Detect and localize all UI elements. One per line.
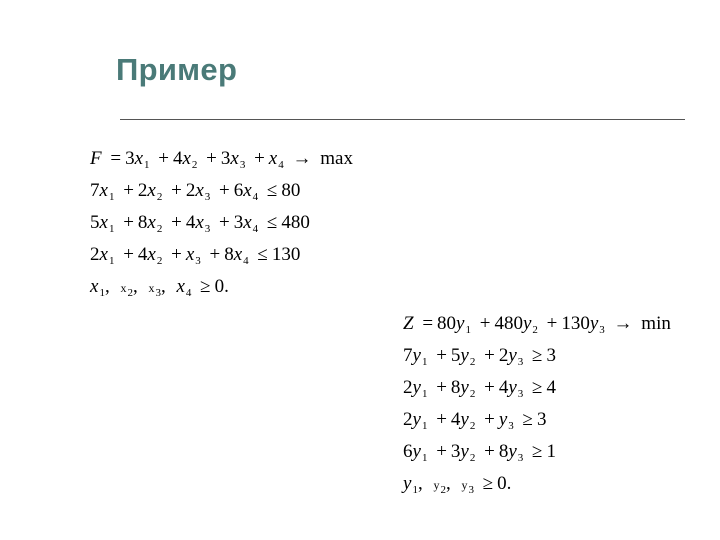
objective-goal: min bbox=[641, 313, 671, 334]
slide-title: Пример bbox=[116, 52, 238, 87]
equals-sign: = bbox=[422, 313, 434, 334]
primal-constraint: $7x_1 + 2x_2 + 2x_3 + 6x_4 \le 80$ bbox=[90, 180, 301, 203]
dual-constraint: $2y_1 + 4y_2 + y_3 \ge 3$ bbox=[403, 409, 547, 432]
primal-constraint: $2x_1 + 4x_2 + x_3 + 8x_4 \le 130$ bbox=[90, 244, 301, 267]
primal-objective: $F = 3x_1 + 4x_2 + 3x_3 + x_4 \to \max$ bbox=[90, 148, 353, 171]
equals-sign: = bbox=[110, 148, 122, 169]
dual-constraint: $6y_1 + 3y_2 + 8y_3 \ge 1$ bbox=[403, 441, 556, 464]
dual-constraint: $2y_1 + 8y_2 + 4y_3 \ge 4$ bbox=[403, 377, 556, 400]
arrow-icon: → bbox=[613, 313, 633, 334]
objective-goal: max bbox=[320, 148, 353, 169]
dual-problem bbox=[403, 313, 703, 513]
title-divider bbox=[120, 119, 685, 120]
dual-constraint: $7y_1 + 5y_2 + 2y_3 \ge 3$ bbox=[403, 345, 556, 368]
primal-constraint: $5x_1 + 8x_2 + 4x_3 + 3x_4 \le 480$ bbox=[90, 212, 310, 235]
primal-problem bbox=[90, 148, 390, 308]
dual-nonnegativity: $y_1$, $y_2$, $y_3 \ge 0$. bbox=[403, 473, 512, 496]
objective-symbol: Z bbox=[403, 313, 414, 334]
primal-nonnegativity: $x_1$, $x_2$, $x_3$, $x_4 \ge 0$. bbox=[90, 276, 229, 299]
arrow-icon: → bbox=[292, 148, 312, 169]
dual-objective: $Z = 80y_1 + 480y_2 + 130y_3 \to \min$ bbox=[403, 313, 671, 336]
objective-symbol: F bbox=[90, 148, 102, 169]
